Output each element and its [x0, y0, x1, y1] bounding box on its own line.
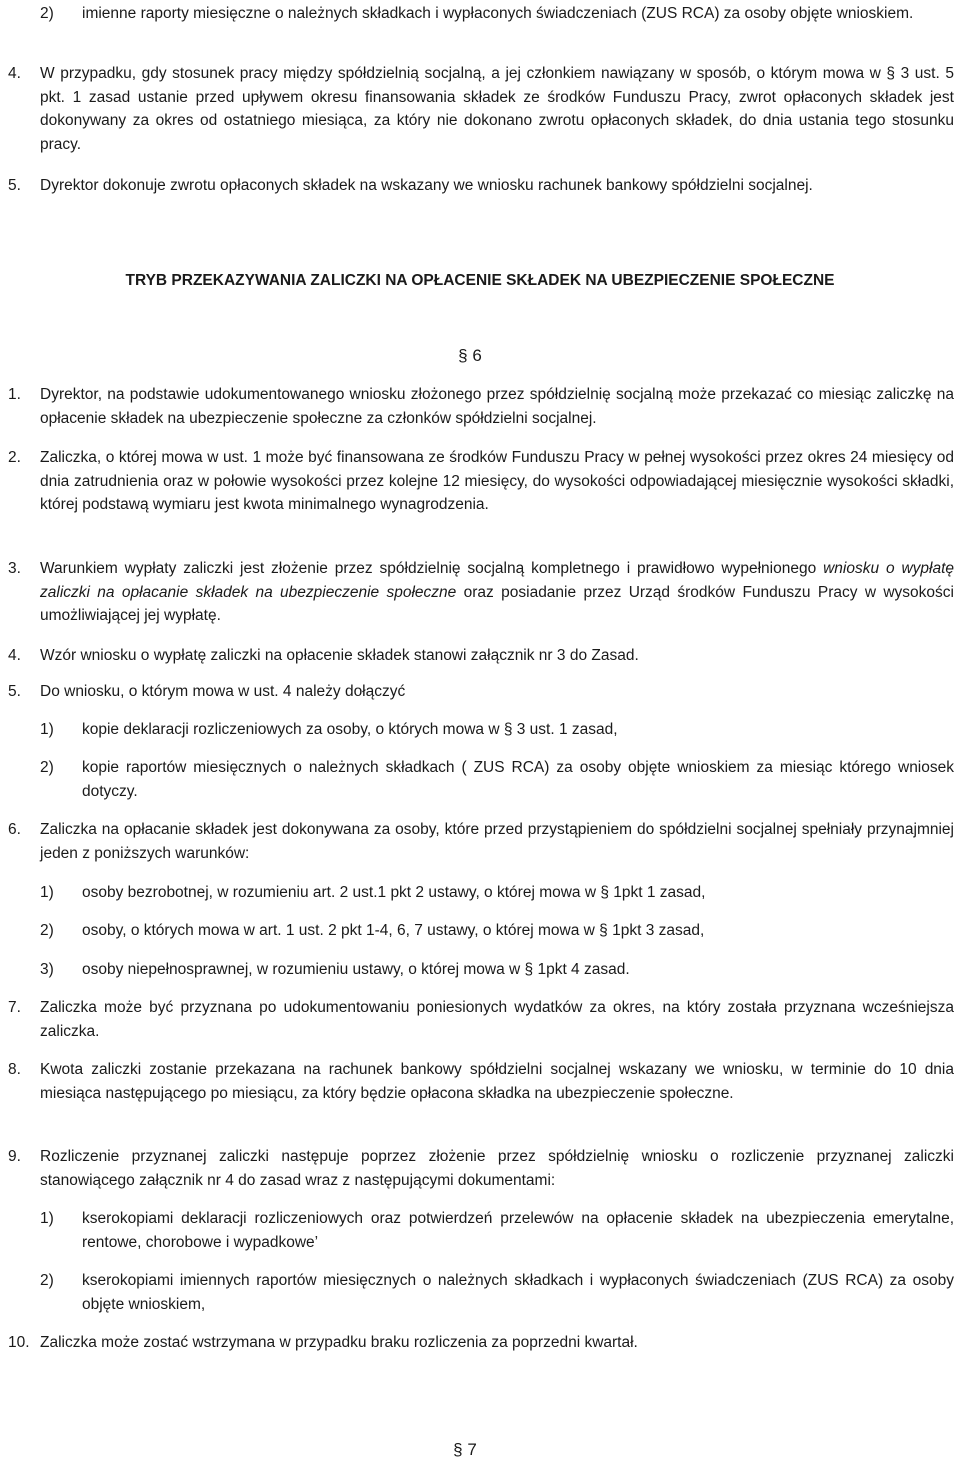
item-number: 10. — [8, 1334, 30, 1351]
item-number: 1) — [40, 721, 54, 738]
item-number: 6. — [8, 821, 21, 838]
list-item — [8, 62, 954, 156]
list-item — [8, 756, 954, 803]
item-number: 7. — [8, 999, 21, 1016]
page-number: § 7 — [453, 1440, 477, 1459]
list-item — [8, 174, 954, 198]
list-item — [8, 1269, 954, 1316]
item-number: 2) — [40, 922, 54, 939]
item-number: 3) — [40, 961, 54, 978]
list-item — [8, 557, 954, 628]
item-number: 9. — [8, 1148, 21, 1165]
item-text: Kwota zaliczki zostanie przekazana na rachunek bankowy spółdzielni socjalnej wskazany we wniosku, w terminie do 10 dnia miesiąca następującego po miesiącu, za który będzie opłacona składka na ubezpieczenie społeczne. — [40, 1061, 954, 1102]
item-number: 4. — [8, 65, 21, 82]
item-number: 2) — [40, 1272, 54, 1289]
list-item — [8, 818, 954, 865]
item-text-pre: Warunkiem wypłaty zaliczki jest złożenie przez spółdzielnię socjalną kompletnego i prawidłowo wypełnionego — [40, 560, 824, 577]
list-item — [8, 1058, 954, 1105]
item-text: kserokopiami deklaracji rozliczeniowych oraz potwierdzeń przelewów na opłacenie składek na ubezpieczenia emerytalne, rentowe, chorobowe i wypadkowe’ — [82, 1210, 954, 1251]
item-number: 1. — [8, 386, 21, 403]
item-text: kopie raportów miesięcznych o należnych składkach ( ZUS RCA) za osoby objęte wnioskiem za miesiąc którego wniosek dotyczy. — [82, 759, 954, 800]
list-item — [8, 958, 954, 982]
item-number: 3. — [8, 560, 21, 577]
list-item — [8, 1145, 954, 1192]
item-text: Rozliczenie przyznanej zaliczki następuje poprzez złożenie przez spółdzielnię wniosku o rozliczenie przyznanej zaliczki stanowiącego załącznik nr 4 do zasad wraz z następującymi dokumentami: — [40, 1148, 954, 1189]
item-text: Zaliczka na opłacanie składek jest dokonywana za osoby, które przed przystąpieniem do spółdzielni socjalnej spełniały przynajmniej jeden z poniższych warunków: — [40, 821, 954, 862]
list-item — [8, 383, 954, 430]
item-text: imienne raporty miesięczne o należnych składkach i wypłaconych świadczeniach (ZUS RCA) za osoby objęte wnioskiem. — [82, 5, 914, 22]
list-item — [8, 644, 954, 668]
item-text: Dyrektor dokonuje zwrotu opłaconych składek na wskazany we wniosku rachunek bankowy spółdzielni socjalnej. — [40, 177, 813, 194]
item-text: kserokopiami imiennych raportów miesięcznych o należnych składkach i wypłaconych świadczeniach (ZUS RCA) za osoby objęte wnioskiem, — [82, 1272, 954, 1313]
item-text: osoby niepełnosprawnej, w rozumieniu ustawy, o której mowa w § 1pkt 4 zasad. — [82, 961, 630, 978]
list-item — [8, 881, 954, 905]
item-text: W przypadku, gdy stosunek pracy między spółdzielnią socjalną, a jej członkiem nawiązany w sposób, o którym mowa w § 3 ust. 5 pkt. 1 zasad ustanie przed upływem okresu finansowania składek ze środków Funduszu Pracy, zwrot opłaconych składek jest dokonywany za okres od ostatniego miesiąca, za który nie dokonano zwrotu opłaconych składek, do dnia ustania tego stosunku pracy. — [40, 65, 954, 153]
list-item — [8, 446, 954, 517]
item-text — [8, 557, 954, 628]
item-text: Do wniosku, o którym mowa w ust. 4 należy dołączyć — [40, 683, 406, 700]
list-item — [8, 2, 954, 26]
item-text: Wzór wniosku o wypłatę zaliczki na opłacenie składek stanowi załącznik nr 3 do Zasad. — [40, 647, 639, 664]
item-text: Zaliczka, o której mowa w ust. 1 może być finansowana ze środków Funduszu Pracy w pełnej wysokości przez okres 24 miesięcy od dnia zatrudnienia oraz w połowie wysokości przez kolejne 12 miesięcy, do wysokości odpowiadającej miesięcznie wysokości składki, której podstawą wymiaru jest kwota minimalnego wynagrodzenia. — [40, 449, 954, 513]
item-text: kopie deklaracji rozliczeniowych za osoby, o których mowa w § 3 ust. 1 zasad, — [82, 721, 618, 738]
item-text: Zaliczka może być przyznana po udokumentowaniu poniesionych wydatków za okres, na który została przyznana wcześniejsza zaliczka. — [40, 999, 954, 1040]
item-number: 1) — [40, 1210, 54, 1227]
section-heading: TRYB PRZEKAZYWANIA ZALICZKI NA OPŁACENIE SKŁADEK NA UBEZPIECZENIE SPOŁECZNE — [125, 272, 835, 289]
item-number: 1) — [40, 884, 54, 901]
item-text: osoby bezrobotnej, w rozumieniu art. 2 ust.1 pkt 2 ustawy, o której mowa w § 1pkt 1 zasad, — [82, 884, 706, 901]
item-number: 4. — [8, 647, 21, 664]
item-number: 5. — [8, 683, 21, 700]
item-text: osoby, o których mowa w art. 1 ust. 2 pkt 1-4, 6, 7 ustawy, o której mowa w § 1pkt 3 zasad, — [82, 922, 705, 939]
list-item — [8, 718, 954, 742]
item-number: 8. — [8, 1061, 21, 1078]
list-item — [8, 996, 954, 1043]
section-number: § 6 — [458, 346, 482, 365]
list-item — [8, 1331, 954, 1355]
item-text: Zaliczka może zostać wstrzymana w przypadku braku rozliczenia za poprzedni kwartał. — [40, 1334, 638, 1351]
list-item — [8, 919, 954, 943]
list-item — [8, 1207, 954, 1254]
item-number: 2. — [8, 449, 21, 466]
item-text: Dyrektor, na podstawie udokumentowanego wniosku złożonego przez spółdzielnię socjalną może przekazać co miesiąc zaliczkę na opłacenie składek na ubezpieczenie społeczne za członków spółdzielni socjalnej. — [40, 386, 954, 427]
list-item — [8, 680, 954, 704]
item-number: 2) — [40, 5, 54, 22]
item-number: 2) — [40, 759, 54, 776]
item-number: 5. — [8, 177, 21, 194]
item-text-post: oraz posiadanie przez Urząd środków Funduszu Pracy w wysokości umożliwiającej jej wypłatę. — [40, 583, 954, 624]
form-name-italic: wniosku o wypłatę zaliczki na opłacanie składek na ubezpieczenie społeczne — [40, 560, 954, 601]
